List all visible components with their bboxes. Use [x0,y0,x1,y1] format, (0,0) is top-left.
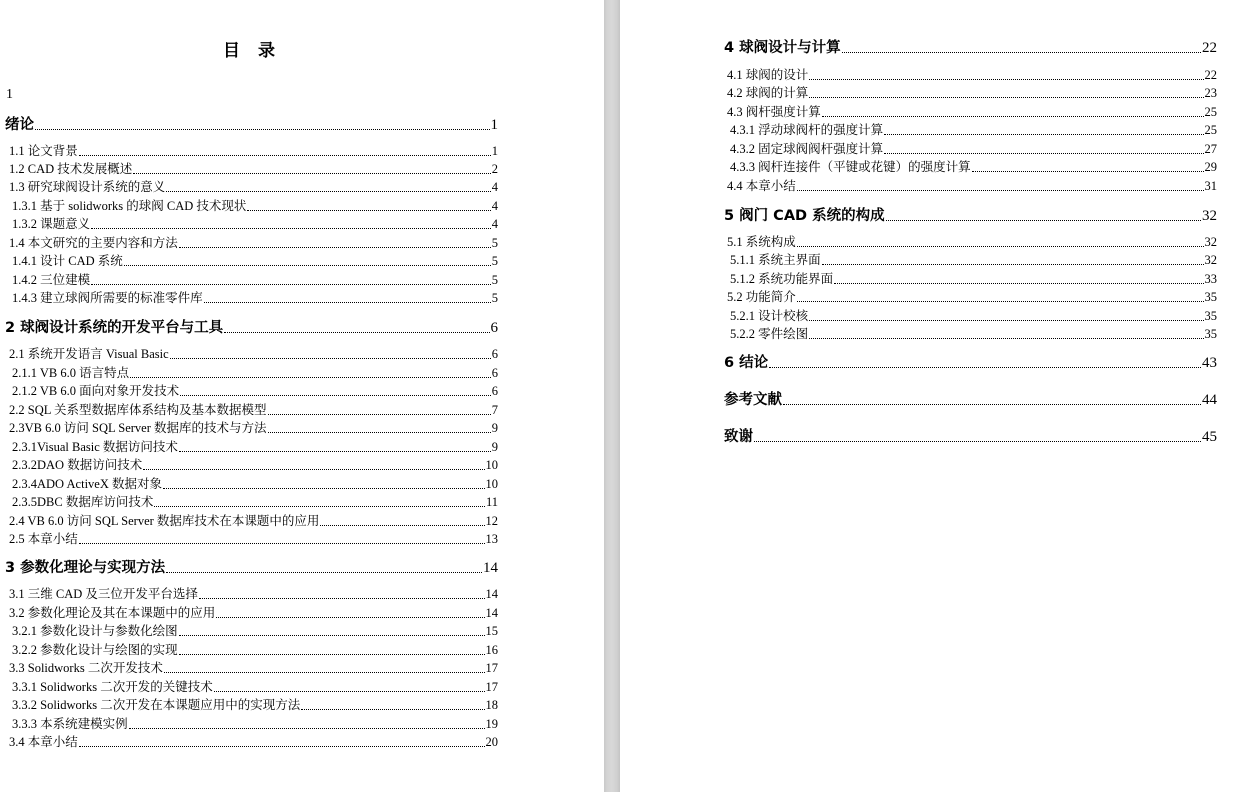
toc-entry-title: 2.4 VB 6.0 访问 SQL Server 数据库技术在本课题中的应用 [9,514,320,528]
toc-leader-dots [199,598,485,599]
toc-entry[interactable] [12,624,498,639]
toc-entry-page: 7 [491,403,498,417]
toc-entry[interactable] [9,532,498,547]
toc-entry-title: 1.3.2 课题意义 [12,217,91,231]
toc-leader-dots [79,746,485,747]
toc-entry-title: 4.3.2 固定球阀阀杆强度计算 [730,142,884,156]
toc-entry-title: 3.2 参数化理论及其在本课题中的应用 [9,606,216,620]
toc-entry-page: 35 [1204,290,1217,304]
toc-title: 目 录 [223,41,281,61]
right-page [620,0,1234,792]
toc-leader-dots [35,129,490,130]
page-divider [604,0,620,792]
toc-leader-dots [143,469,484,470]
toc-entry[interactable] [5,116,498,134]
toc-entry-title: 4.3.1 浮动球阀杆的强度计算 [730,123,884,137]
toc-entry-title: 2.3.1Visual Basic 数据访问技术 [12,440,178,454]
toc-entry-page: 14 [485,606,498,620]
toc-entry-page: 17 [485,680,498,694]
toc-leader-dots [268,414,491,415]
toc-entry-page: 35 [1204,327,1217,341]
toc-entry[interactable] [730,160,1217,175]
toc-entry-title: 4.2 球阀的计算 [727,86,809,100]
toc-entry[interactable] [9,587,498,602]
toc-entry-page: 29 [1204,160,1217,174]
toc-leader-dots [91,228,491,229]
toc-entry-page: 1 [491,144,498,158]
toc-entry[interactable] [12,384,498,399]
toc-entry-title: 绪论 [5,117,34,133]
toc-entry-title: 参考文献 [724,392,782,408]
toc-leader-dots [797,246,1204,247]
toc-leader-dots [214,691,485,692]
toc-leader-dots [164,672,485,673]
toc-leader-dots [129,728,485,729]
toc-entry[interactable] [12,717,498,732]
toc-entry-title: 1.3.1 基于 solidworks 的球阀 CAD 技术现状 [12,199,247,213]
toc-leader-dots [216,617,484,618]
toc-entry-page: 2 [491,162,498,176]
toc-entry[interactable] [727,68,1217,83]
toc-leader-dots [79,155,491,156]
toc-entry[interactable] [12,217,498,232]
toc-entry-title: 4.3 阀杆强度计算 [727,105,821,119]
toc-entry-title: 3.3.1 Solidworks 二次开发的关键技术 [12,680,213,694]
toc-leader-dots [769,367,1201,368]
toc-entry-title: 2.1.1 VB 6.0 语言特点 [12,366,130,380]
toc-entry-page: 6 [491,366,498,380]
toc-leader-dots [884,134,1203,135]
toc-leader-dots [170,358,491,359]
toc-entry-title: 3.4 本章小结 [9,735,78,749]
toc-entry-title: 2.1 系统开发语言 Visual Basic [9,347,169,361]
toc-entry-title: 5.1.1 系统主界面 [730,253,821,267]
toc-entry-title: 3.3.2 Solidworks 二次开发在本课题应用中的实现方法 [12,698,301,712]
toc-entry[interactable] [9,514,498,529]
toc-entry[interactable] [9,661,498,676]
toc-entry-page: 23 [1204,86,1217,100]
toc-leader-dots [754,441,1201,442]
toc-entry[interactable] [727,179,1217,194]
toc-leader-dots [268,432,491,433]
toc-entry[interactable] [727,290,1217,305]
toc-entry-title: 2.1.2 VB 6.0 面向对象开发技术 [12,384,180,398]
toc-entry-page: 22 [1202,40,1217,56]
toc-entry-title: 3.3 Solidworks 二次开发技术 [9,661,163,675]
toc-entry[interactable] [730,309,1217,324]
toc-entry-page: 1 [490,117,498,133]
toc-entry[interactable] [9,403,498,418]
toc-entry[interactable] [730,142,1217,157]
toc-entry-title: 2.2 SQL 关系型数据库体系结构及基本数据模型 [9,403,267,417]
toc-entry-page: 14 [483,560,498,576]
toc-leader-dots [797,190,1204,191]
toc-leader-dots [783,404,1201,405]
toc-entry-title: 1.3 研究球阀设计系统的意义 [9,180,166,194]
toc-entry-title: 1.1 论文背景 [9,144,78,158]
toc-leader-dots [834,283,1203,284]
toc-entry-title: 2.5 本章小结 [9,532,78,546]
toc-entry-page: 5 [491,291,498,305]
toc-entry[interactable] [12,273,498,288]
toc-leader-dots [320,525,484,526]
toc-entry-title: 5.2.1 设计校核 [730,309,809,323]
toc-entry-page: 14 [485,587,498,601]
toc-entry-title: 1.4 本文研究的主要内容和方法 [9,236,178,250]
toc-entry[interactable] [9,735,498,750]
toc-leader-dots [224,332,489,333]
toc-leader-dots [91,284,491,285]
toc-entry[interactable] [12,477,498,492]
toc-entry[interactable] [12,291,498,306]
toc-entry-title: 2 球阀设计系统的开发平台与工具 [5,320,224,336]
toc-entry-page: 19 [485,717,498,731]
toc-entry[interactable] [12,440,498,455]
toc-leader-dots [809,79,1203,80]
toc-entry-page: 31 [1204,179,1217,193]
toc-leader-dots [179,635,485,636]
toc-entry-page: 11 [485,495,498,509]
toc-leader-dots [166,572,482,573]
toc-entry-page: 5 [491,273,498,287]
toc-entry-page: 5 [491,236,498,250]
toc-entry-page: 32 [1202,208,1217,224]
toc-entry-title: 3.2.2 参数化设计与绘图的实现 [12,643,178,657]
toc-entry-title: 5 阀门 CAD 系统的构成 [724,208,885,224]
toc-entry[interactable] [12,680,498,695]
toc-entry-page: 6 [491,347,498,361]
toc-entry-page: 17 [485,661,498,675]
toc-entry[interactable] [9,162,498,177]
toc-leader-dots [163,488,485,489]
left-page [0,0,604,792]
toc-entry-page: 5 [491,254,498,268]
toc-entry-page: 32 [1204,253,1217,267]
toc-entry-page: 4 [491,217,498,231]
toc-entry-title: 5.2 功能简介 [727,290,796,304]
toc-leader-dots [972,171,1204,172]
toc-entry-page: 9 [491,421,498,435]
toc-entry-page: 35 [1204,309,1217,323]
toc-leader-dots [822,116,1204,117]
page-number: 1 [6,87,13,102]
toc-entry-title: 3.3.3 本系统建模实例 [12,717,128,731]
toc-entry[interactable] [12,366,498,381]
toc-entry[interactable] [724,207,1217,225]
toc-leader-dots [822,264,1204,265]
toc-entry[interactable] [9,421,498,436]
toc-entry[interactable] [12,495,498,510]
toc-entry-page: 44 [1202,392,1217,408]
toc-entry-title: 1.4.1 设计 CAD 系统 [12,254,123,268]
toc-entry-page: 20 [485,735,498,749]
toc-entry-title: 2.3VB 6.0 访问 SQL Server 数据库的技术与方法 [9,421,267,435]
toc-leader-dots [809,320,1203,321]
toc-entry[interactable] [12,458,498,473]
toc-entry[interactable] [724,354,1217,372]
toc-leader-dots [809,338,1203,339]
toc-entry-title: 4 球阀设计与计算 [724,40,841,56]
toc-entry-page: 12 [485,514,498,528]
toc-entry-title: 2.3.5DBC 数据库访问技术 [12,495,154,509]
toc-leader-dots [204,302,491,303]
toc-entry[interactable] [724,39,1217,57]
toc-entry[interactable] [9,606,498,621]
toc-entry-title: 4.3.3 阀杆连接件（平键或花键）的强度计算 [730,160,971,174]
toc-entry[interactable] [724,428,1217,446]
toc-entry-page: 25 [1204,123,1217,137]
toc-leader-dots [884,153,1203,154]
toc-entry-title: 3.1 三维 CAD 及三位开发平台选择 [9,587,198,601]
toc-leader-dots [809,97,1203,98]
toc-entry-title: 4.1 球阀的设计 [727,68,809,82]
toc-entry-page: 10 [485,458,498,472]
toc-leader-dots [301,709,484,710]
toc-entry[interactable] [724,391,1217,409]
toc-entry[interactable] [727,235,1217,250]
toc-leader-dots [886,220,1201,221]
toc-leader-dots [154,506,485,507]
toc-entry-title: 1.4.2 三位建模 [12,273,91,287]
toc-entry-title: 1.2 CAD 技术发展概述 [9,162,133,176]
toc-entry-page: 10 [485,477,498,491]
toc-entry-page: 18 [485,698,498,712]
toc-entry[interactable] [730,123,1217,138]
toc-leader-dots [180,395,491,396]
toc-entry[interactable] [727,86,1217,101]
toc-entry-title: 4.4 本章小结 [727,179,796,193]
toc-entry-title: 3.2.1 参数化设计与参数化绘图 [12,624,178,638]
toc-leader-dots [166,191,490,192]
toc-entry-title: 6 结论 [724,355,769,371]
toc-leader-dots [79,543,485,544]
toc-entry[interactable] [12,643,498,658]
toc-entry[interactable] [730,327,1217,342]
toc-entry-title: 5.2.2 零件绘图 [730,327,809,341]
toc-leader-dots [797,301,1204,302]
toc-entry-page: 43 [1202,355,1217,371]
toc-entry-title: 致谢 [724,429,753,445]
toc-leader-dots [130,377,491,378]
toc-entry-title: 3 参数化理论与实现方法 [5,560,166,576]
toc-entry[interactable] [12,199,498,214]
toc-entry-page: 4 [491,199,498,213]
toc-entry-title: 1.4.3 建立球阀所需要的标准零件库 [12,291,203,305]
toc-entry-page: 15 [485,624,498,638]
toc-entry[interactable] [727,105,1217,120]
toc-entry-page: 6 [490,320,498,336]
toc-entry-page: 6 [491,384,498,398]
toc-entry-page: 9 [491,440,498,454]
toc-entry[interactable] [9,144,498,159]
toc-leader-dots [179,247,491,248]
toc-entry-title: 2.3.4ADO ActiveX 数据对象 [12,477,162,491]
toc-entry[interactable] [5,559,498,577]
toc-entry[interactable] [12,254,498,269]
toc-leader-dots [179,451,491,452]
toc-entry-page: 16 [485,643,498,657]
toc-leader-dots [133,173,490,174]
toc-entry-page: 27 [1204,142,1217,156]
toc-entry[interactable] [9,347,498,362]
toc-entry-page: 32 [1204,235,1217,249]
toc-entry[interactable] [12,698,498,713]
toc-entry[interactable] [5,319,498,337]
toc-entry-page: 45 [1202,429,1217,445]
toc-entry[interactable] [730,253,1217,268]
toc-entry-page: 33 [1204,272,1217,286]
toc-entry-page: 13 [485,532,498,546]
toc-entry-page: 25 [1204,105,1217,119]
toc-entry-page: 4 [491,180,498,194]
toc-leader-dots [179,654,485,655]
toc-entry-page: 22 [1204,68,1217,82]
toc-entry-title: 5.1 系统构成 [727,235,796,249]
toc-leader-dots [842,52,1201,53]
toc-entry-title: 5.1.2 系统功能界面 [730,272,834,286]
toc-leader-dots [124,265,491,266]
toc-entry[interactable] [9,180,498,195]
toc-entry[interactable] [730,272,1217,287]
toc-entry[interactable] [9,236,498,251]
toc-leader-dots [247,210,490,211]
toc-entry-title: 2.3.2DAO 数据访问技术 [12,458,143,472]
